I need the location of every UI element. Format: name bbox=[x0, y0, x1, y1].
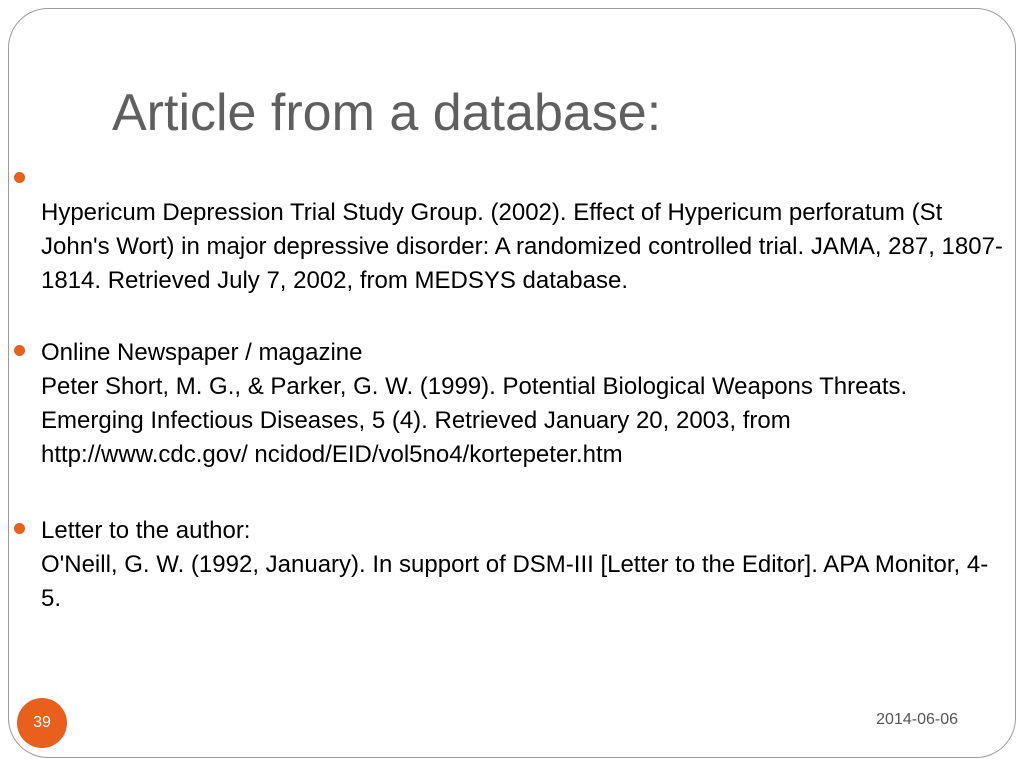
bullet-dot-icon bbox=[14, 523, 25, 534]
bullet-item-online-newspaper bbox=[14, 336, 1004, 472]
bullet-heading bbox=[41, 162, 1004, 196]
bullet-citation: O'Neill, G. W. (1992, January). In support of DSM-III [Letter to the Editor]. APA Monitor, 4-5. bbox=[41, 551, 989, 612]
bullet-dot-icon bbox=[14, 345, 25, 356]
slide-title: Article from a database: bbox=[112, 84, 662, 142]
bullet-heading: Online Newspaper / magazine bbox=[41, 339, 363, 366]
bullet-item-database-article bbox=[14, 162, 1004, 298]
bullet-citation: Hypericum Depression Trial Study Group. (2002). Effect of Hypericum perforatum (St John's Wort) in major depressive disorder: A randomized controlled trial. JAMA, 287, 1807-1814. Retrieved July 7, 2002, from MEDSYS database. bbox=[41, 199, 1003, 294]
bullet-citation: Peter Short, M. G., & Parker, G. W. (1999). Potential Biological Weapons Threats. Emerging Infectious Diseases, 5 (4). Retrieved January 20, 2003, from http://www.cdc.gov/ ncidod/EID/vol5no4/kortepeter.htm bbox=[41, 373, 908, 468]
bullet-list bbox=[14, 162, 1004, 616]
bullet-heading: Letter to the author: bbox=[41, 517, 251, 544]
bullet-item-letter-to-author bbox=[14, 514, 1004, 616]
bullet-dot-icon bbox=[14, 172, 25, 183]
page-number-badge: 39 bbox=[17, 698, 67, 748]
slide-date: 2014-06-06 bbox=[876, 711, 958, 728]
